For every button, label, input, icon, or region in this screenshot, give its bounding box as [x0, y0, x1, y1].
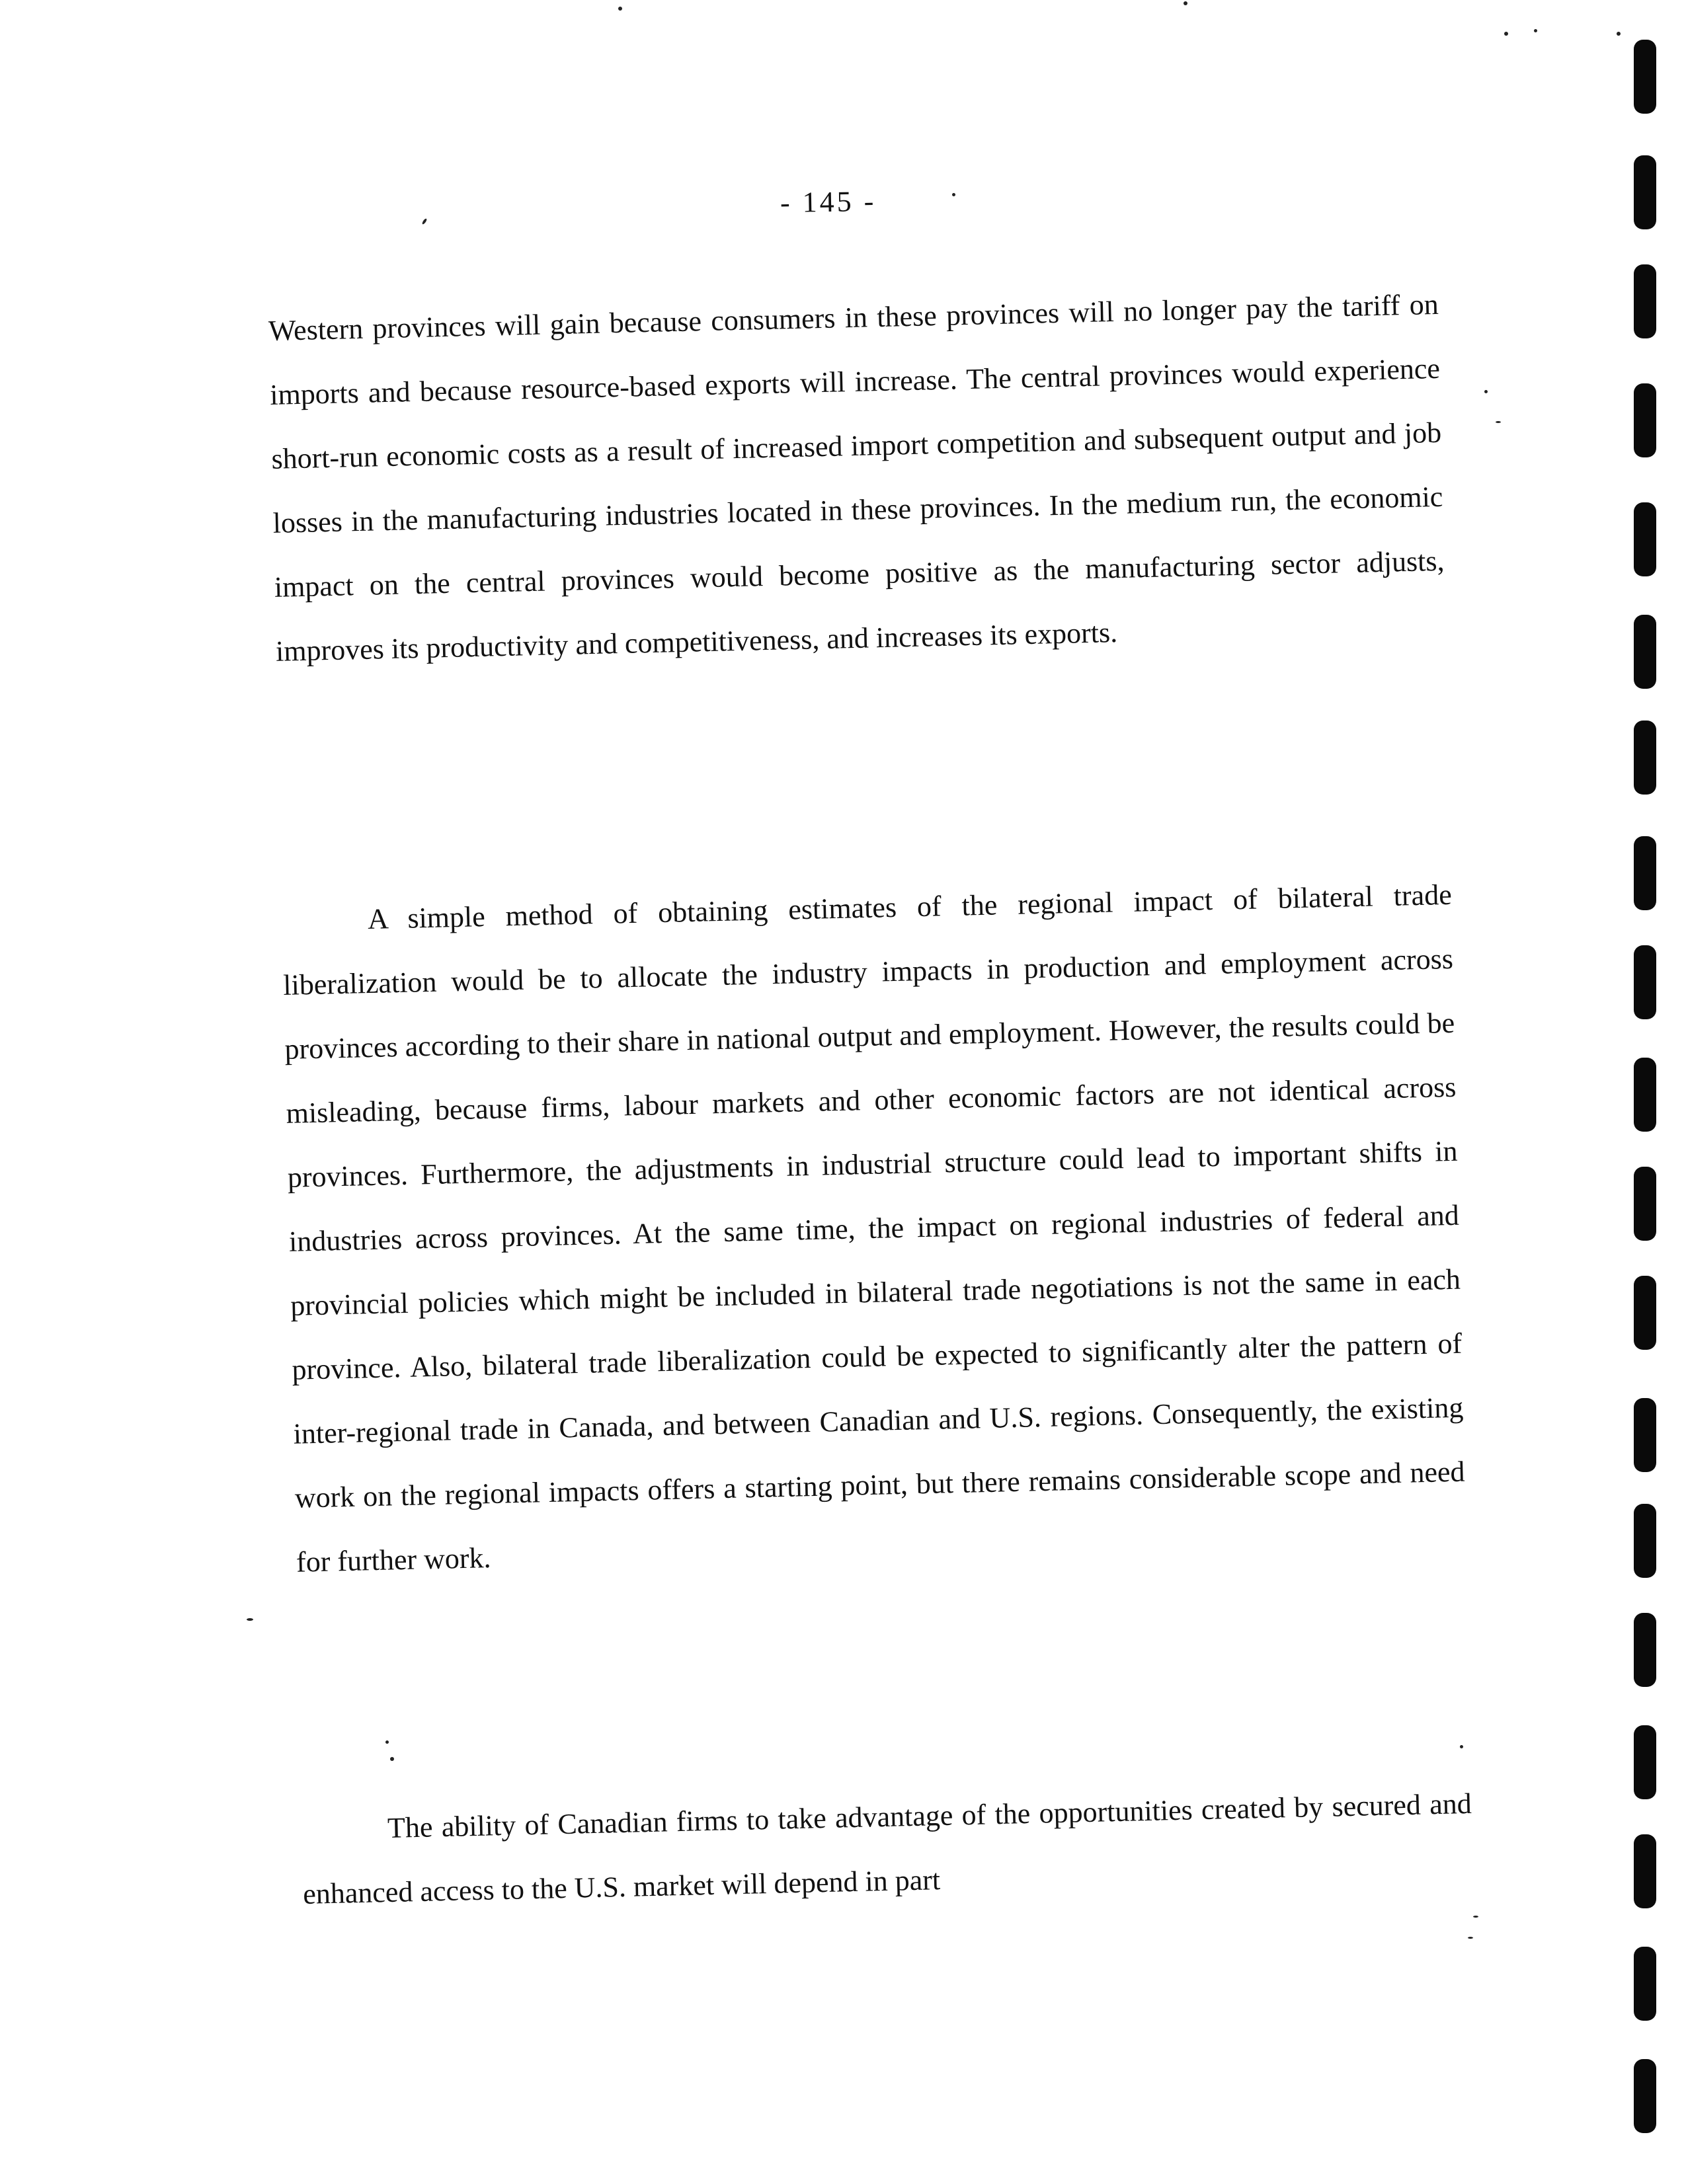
binding-hole [1634, 615, 1656, 689]
paragraph-2 [281, 863, 1467, 1594]
binding-hole [1634, 502, 1656, 576]
binding-hole [1634, 836, 1656, 910]
paragraph-3-text: The ability of Canadian firms to take advantage of the opportunities created by secured and enhanced access to the U.S. market will depend in part [302, 1787, 1472, 1910]
binding-hole [1634, 1613, 1656, 1687]
binding-hole [1634, 1725, 1656, 1799]
scan-speck [618, 7, 622, 11]
binding-hole [1634, 1276, 1656, 1350]
binding-hole [1634, 264, 1656, 338]
binding-holes-strip [1630, 0, 1669, 2184]
scan-speck [1534, 29, 1537, 32]
scan-speck [1617, 32, 1621, 36]
binding-hole [1634, 1398, 1656, 1472]
scan-speck [1184, 1, 1187, 5]
binding-hole [1634, 1167, 1656, 1241]
binding-hole [1634, 1058, 1656, 1132]
binding-hole [1634, 1834, 1656, 1908]
binding-hole [1634, 2059, 1656, 2133]
scan-speck [385, 1740, 389, 1744]
scan-speck [247, 1618, 253, 1621]
scan-speck [1468, 1937, 1473, 1939]
binding-hole [1634, 155, 1656, 229]
paragraph-2-text: A simple method of obtaining estimates of the regional impact of bilateral trade liberalization would be to allocate the industry impacts in production and employment across provinces according to their share in national output and employment. However, the results could be misleading, because firms, labour markets and other economic factors are not identical across provinces. Furthermore, the adjustments in industrial structure could lead to important shifts in industries across provinces. At the same time, the impact on regional industries of federal and provincial policies which might be included in bilateral trade negotiations is not the same in each province. Also, bilateral trade liberalization could be expected to significantly alter the pattern of inter-regional trade in Canada, and between Canadian and U.S. regions. Consequently, the existing work on the regional impacts offers a starting point, but there remains considerable scope and need for further work. [282, 878, 1466, 1579]
binding-hole [1634, 1947, 1656, 2021]
scan-speck [952, 193, 955, 196]
page-number: - 145 - [780, 184, 877, 219]
binding-hole [1634, 1504, 1656, 1578]
scan-speck [1504, 32, 1508, 36]
paragraph-1-text: Western provinces will gain because consumers in these provinces will no longer pay the tariff on imports and because resource-based exports will increase. The central provinces would experience short-run economic costs as a result of increased import competition and subsequent output and job losses in the manufacturing industries located in these provinces. In the medium run, the economic impact on the central provinces would become positive as the manufacturing sector adjusts, improves its productivity and competitiveness, and increases its exports. [268, 288, 1445, 668]
scan-speck [1473, 1916, 1478, 1918]
binding-hole [1634, 721, 1656, 795]
scan-speck [1496, 421, 1501, 423]
scan-speck [1484, 390, 1488, 393]
binding-hole [1634, 383, 1656, 457]
scan-speck [390, 1757, 394, 1761]
scan-speck [1460, 1745, 1463, 1748]
binding-hole [1634, 40, 1656, 114]
binding-hole [1634, 945, 1656, 1019]
paragraph-1 [268, 272, 1447, 683]
scan-speck [421, 218, 427, 225]
paragraph-3 [301, 1772, 1474, 1926]
